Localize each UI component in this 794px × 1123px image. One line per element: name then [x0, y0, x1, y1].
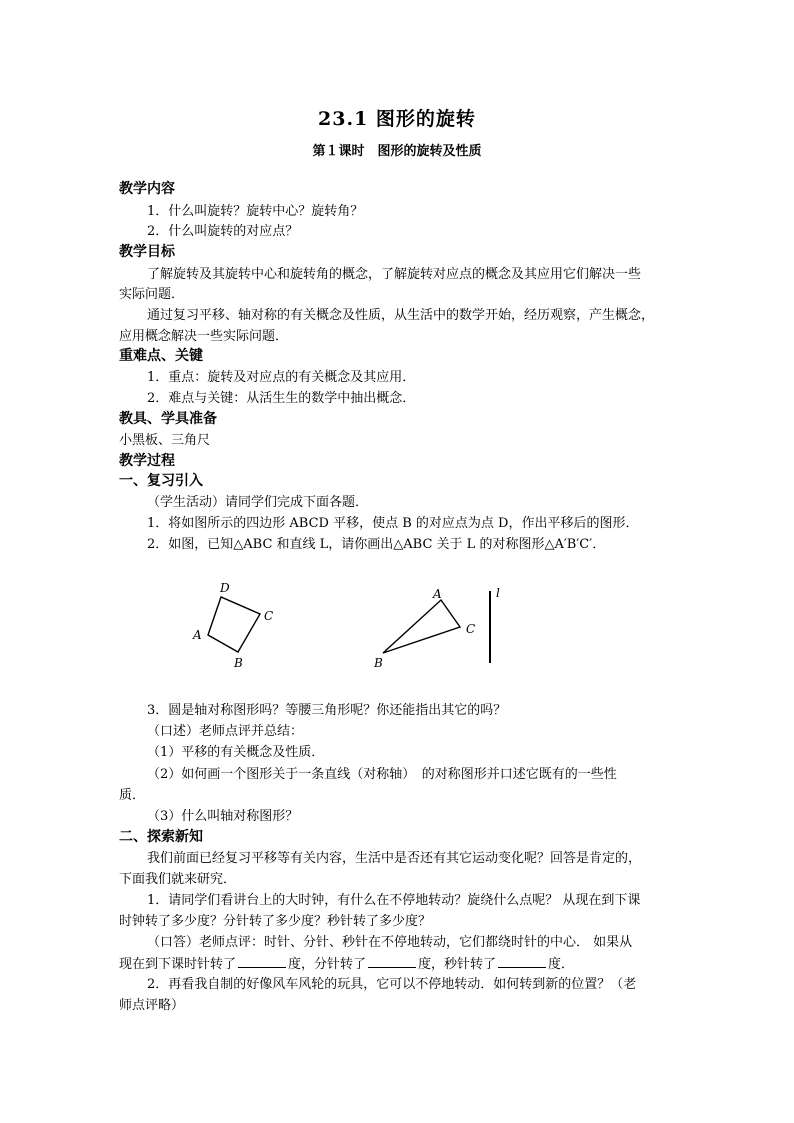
section-heading: 教学目标: [119, 244, 175, 260]
section-heading: 重难点、关键: [119, 348, 203, 364]
fill-text: 度．: [548, 957, 575, 972]
text-line: 1．请同学们看讲台上的大时钟，有什么在不停地转动？旋绕什么点呢？ 从现在到下课: [147, 893, 641, 908]
vertex-label-c: C: [466, 622, 476, 636]
text-line: 下面我们就来研究．: [119, 872, 237, 887]
fill-in-line: [119, 954, 679, 974]
text-line: 2．如图，已知△ABC 和直线 L，请你画出△ABC 关于 L 的对称图形△A′B′C′．: [147, 537, 606, 552]
fill-text: 现在到下课时针转了: [119, 957, 237, 972]
text-line: 应用概念解决一些实际问题．: [119, 329, 289, 344]
vertex-label-a: A: [193, 628, 202, 642]
fill-text: 度，秒针转了: [418, 957, 497, 972]
text-line: 时钟转了多少度？分针转了多少度？秒针转了多少度？: [119, 914, 432, 929]
section-heading: 教学内容: [119, 181, 175, 197]
text-line: 实际问题．: [119, 287, 185, 302]
section-heading: 二、探索新知: [119, 829, 203, 845]
text-line: 2．什么叫旋转的对应点？: [147, 224, 299, 239]
text-line: 小黑板、三角尺: [119, 433, 211, 448]
text-line: 3．圆是轴对称图形吗？等腰三角形呢？你还能指出其它的吗？: [147, 703, 507, 718]
text-line: 我们前面已经复习平移等有关内容，生活中是否还有其它运动变化呢？回答是肯定的，: [147, 851, 642, 866]
text-line: 1．重点：旋转及对应点的有关概念及其应用．: [147, 370, 416, 385]
page-title: 23.1 图形的旋转: [318, 108, 476, 130]
text-line: 2．难点与关键：从活生生的数学中抽出概念．: [147, 391, 416, 406]
triangle-figure: [370, 583, 520, 673]
line-label-l: l: [496, 586, 500, 600]
text-line: （3）什么叫轴对称图形？: [147, 809, 299, 824]
answer-blank[interactable]: [498, 954, 546, 968]
vertex-label-d: D: [220, 581, 230, 595]
fill-text: 度，分针转了: [288, 957, 367, 972]
text-line: 师点评略）: [119, 998, 185, 1013]
vertex-label-b: B: [234, 656, 243, 670]
text-line: （学生活动）请同学们完成下面各题．: [147, 495, 369, 510]
triangle-abc: [383, 600, 460, 653]
section-heading: 一、复习引入: [119, 473, 203, 489]
answer-blank[interactable]: [238, 954, 286, 968]
text-line: （口述）老师点评并总结：: [147, 724, 304, 739]
text-line: （2）如何画一个图形关于一条直线（对称轴） 的对称图形并口述它既有的一些性: [147, 767, 617, 782]
text-line: 了解旋转及其旋转中心和旋转角的概念，了解旋转对应点的概念及其应用它们解决一些: [147, 267, 642, 282]
text-line: 质．: [119, 788, 146, 803]
answer-blank[interactable]: [368, 954, 416, 968]
vertex-label-c: C: [264, 609, 274, 623]
section-heading: 教具、学具准备: [119, 411, 217, 427]
text-line: 通过复习平移、轴对称的有关概念及性质，从生活中的数学开始，经历观察，产生概念，: [147, 308, 655, 323]
vertex-label-b: B: [374, 656, 383, 670]
section-heading: 教学过程: [119, 453, 175, 469]
text-line: 1．将如图所示的四边形 ABCD 平移，使点 B 的对应点为点 D，作出平移后的图形．: [147, 516, 639, 531]
quadrilateral-figure: [188, 575, 288, 675]
vertex-label-a: A: [433, 587, 442, 601]
text-line: （1）平移的有关概念及性质．: [147, 745, 325, 760]
text-line: 2．再看我自制的好像风车风轮的玩具，它可以不停地转动．如何转到新的位置？（老: [147, 977, 637, 992]
text-line: （口答）老师点评：时针、分针、秒针在不停地转动，它们都绕时针的中心． 如果从: [147, 935, 633, 950]
page-subtitle: 第１课时 图形的旋转及性质: [312, 144, 482, 159]
quadrilateral-abcd: [208, 597, 260, 652]
text-line: 1．什么叫旋转？旋转中心？旋转角？: [147, 204, 364, 219]
